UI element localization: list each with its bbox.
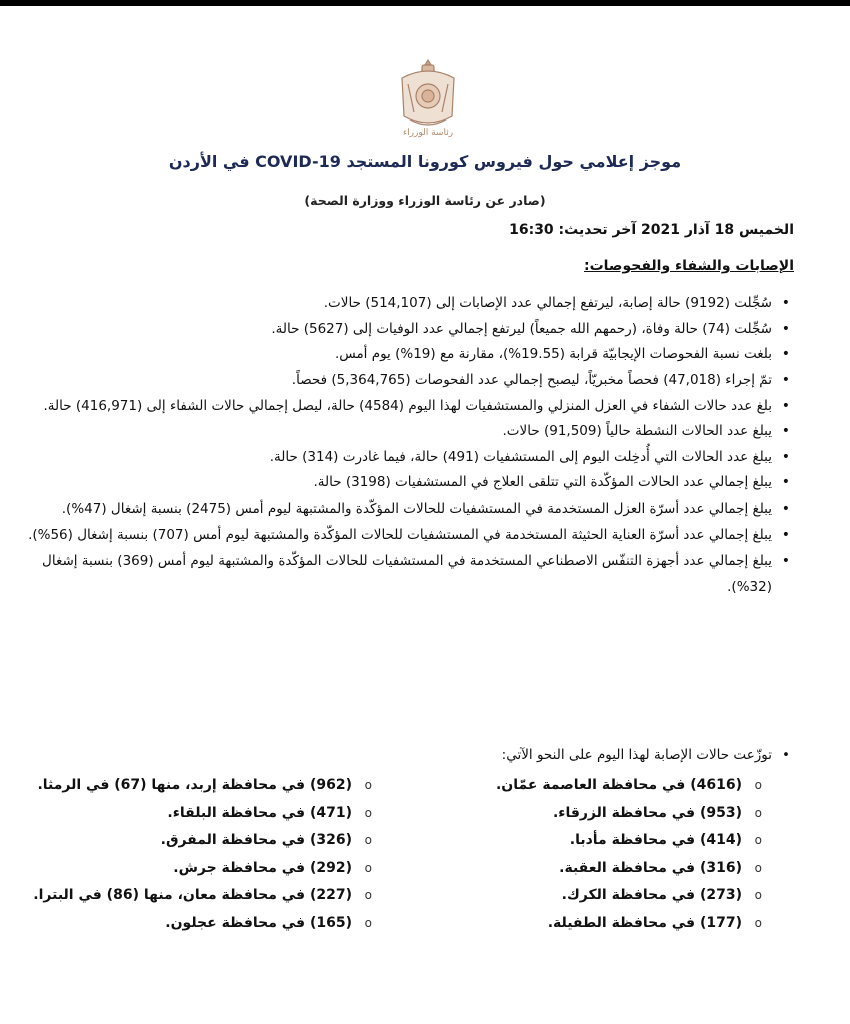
distribution-left-column — [4, 774, 376, 939]
distribution-right-column — [496, 774, 766, 939]
list-item: • يبلغ عدد الحالات النشطة حالياً (91,509) حالات. — [24, 419, 794, 445]
list-item: • يبلغ إجمالي عدد أسرّة العزل المستخدمة في المستشفيات للحالات المؤكّدة والمشتبهة ليوم أمس (2475) بنسبة إشغال (47%). — [24, 496, 794, 522]
list-item: • سُجِّلت (74) حالة وفاة، (رحمهم الله جميعاً) ليرتفع إجمالي عدد الوفيات إلى (5627) حالة. — [24, 317, 794, 343]
bullet-list — [24, 291, 794, 600]
list-item: o (962) في محافظة إربد، منها (67) في الرمثا. — [4, 774, 376, 802]
list-item: o (227) في محافظة معان، منها (86) في البترا. — [4, 884, 376, 912]
list-item: o (292) في محافظة جرش. — [4, 857, 376, 885]
list-item: o (414) في محافظة مأدبا. — [496, 829, 766, 857]
list-item: • يبلغ إجمالي عدد أجهزة التنفّس الاصطناعي المستخدمة في المستشفيات للحالات المؤكّدة والمشتبهة ليوم أمس (369) بنسبة إشغال (32%). — [24, 548, 794, 600]
distribution-intro: • توزّعت حالات الإصابة لهذا اليوم على النحو الآتي: — [372, 747, 794, 763]
date-line: الخميس 18 آذار 2021 آخر تحديث: 16:30 — [509, 222, 794, 238]
list-item: • يبلغ عدد الحالات التي أُدخِلت اليوم إلى المستشفيات (491) حالة، فيما غادرت (314) حالة. — [24, 445, 794, 471]
top-border — [0, 0, 850, 6]
list-item: • يبلغ إجمالي عدد الحالات المؤكّدة التي تتلقى العلاج في المستشفيات (3198) حالة. — [24, 470, 794, 496]
page-title: موجز إعلامي حول فيروس كورونا المستجد COVID-19 في الأردن — [168, 152, 682, 171]
list-item: • بلغ عدد حالات الشفاء في العزل المنزلي والمستشفيات لهذا اليوم (4584) حالة، ليصل إجمالي حالات الشفاء إلى (416,971) حالة. — [24, 393, 794, 419]
list-item: o (165) في محافظة عجلون. — [4, 912, 376, 940]
list-item: o (471) في محافظة البلقاء. — [4, 802, 376, 830]
list-item: o (326) في محافظة المفرق. — [4, 829, 376, 857]
emblem-caption: رئاسة الوزراء — [402, 128, 454, 138]
section-title: الإصابات والشفاء والفحوصات: — [584, 258, 794, 274]
list-item: o (316) في محافظة العقبة. — [496, 857, 766, 885]
list-item: • بلغت نسبة الفحوصات الإيجابيّة قرابة (19.55%)، مقارنة مع (19%) يوم أمس. — [24, 342, 794, 368]
list-item: o (177) في محافظة الطفيلة. — [496, 912, 766, 940]
list-item: o (4616) في محافظة العاصمة عمّان. — [496, 774, 766, 802]
list-item: • سُجِّلت (9192) حالة إصابة، ليرتفع إجمالي عدد الإصابات إلى (514,107) حالات. — [24, 291, 794, 317]
list-item: o (953) في محافظة الزرقاء. — [496, 802, 766, 830]
list-item: o (273) في محافظة الكرك. — [496, 884, 766, 912]
page-subtitle: (صادر عن رئاسة الوزراء ووزارة الصحة) — [304, 193, 546, 208]
list-item: • تمّ إجراء (47,018) فحصاً مخبريّاً، ليصبح إجمالي عدد الفحوصات (5,364,765) فحصاً. — [24, 368, 794, 394]
list-item: • يبلغ إجمالي عدد أسرّة العناية الحثيثة المستخدمة في المستشفيات للحالات المؤكّدة والمشتبهة ليوم أمس (707) بنسبة إشغال (56%). — [24, 522, 794, 548]
